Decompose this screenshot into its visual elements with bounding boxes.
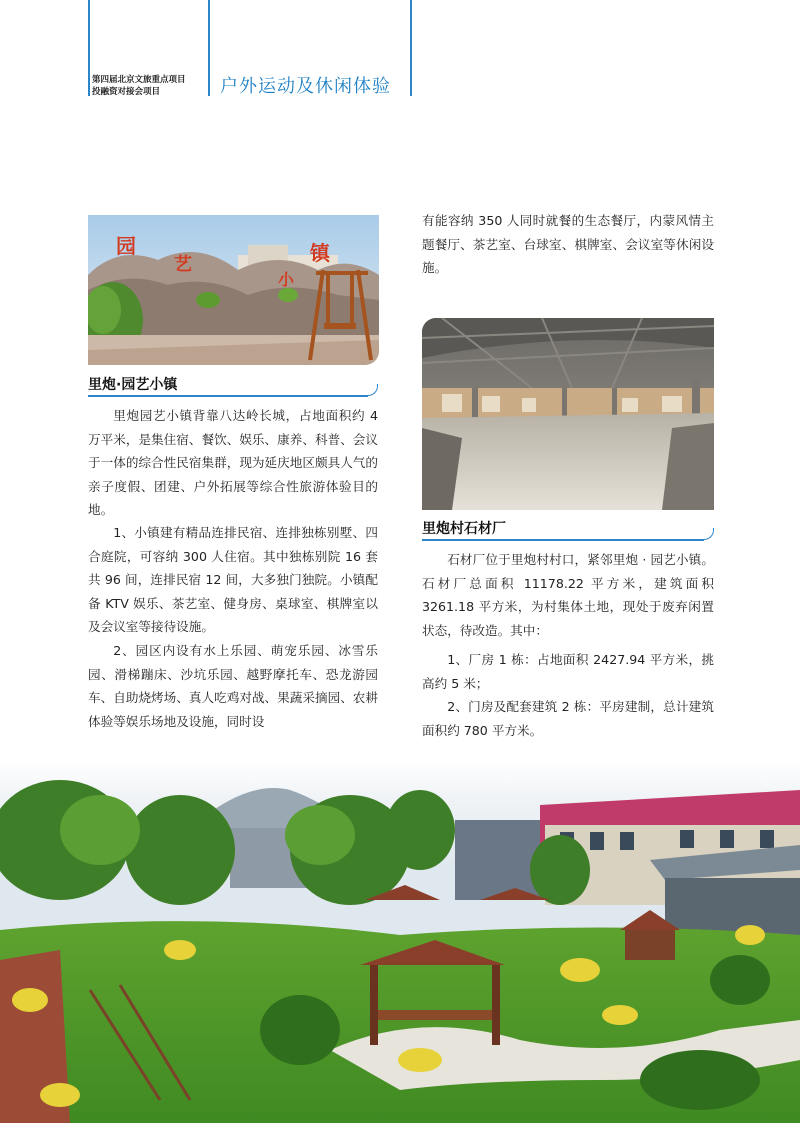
garden-town-paragraph-2: 1、小镇建有精品连排民宿、连排独栋别墅、四合庭院，可容纳 300 人住宿。其中独栋别院 16 套共 96 间，连排民宿 12 间，大多独门独院。小镇配备 KTV 娱乐、茶艺室、健身房、桌球室、棋牌室以及会议室等接待设施。 [88, 525, 378, 634]
stone-factory-paragraph-1: 石材厂位于里炮村村口，紧邻里炮 · 园艺小镇。石材厂总面积 11178.22 平方米，建筑面积 3261.18 平方米，为村集体土地，现处于废弃闲置状态，待改造。其中： [422, 552, 714, 638]
header-divider-right [410, 0, 412, 96]
header-label-line-1: 第四届北京文旅重点项目 [92, 75, 186, 85]
stone-factory-photo [422, 318, 714, 510]
header-divider-middle [208, 0, 210, 96]
sign-char-1: 园 [116, 234, 136, 258]
section-underline-stone-factory [422, 539, 704, 541]
section-title-garden-town: 里炮·园艺小镇 [88, 377, 178, 393]
sign-char-3: 小 [278, 270, 295, 289]
section-underline-curve-1 [364, 384, 378, 396]
garden-town-paragraph-3: 2、园区内设有水上乐园、萌宠乐园、冰雪乐园、滑梯蹦床、沙坑乐园、越野摩托车、恐龙游园车、自助烧烤场、真人吃鸡对战、果蔬采摘园、农耕体验等娱乐场地及设施，同时设 [88, 643, 378, 729]
sign-char-2: 艺 [174, 254, 192, 275]
header-project-label [92, 74, 204, 98]
section-title-stone-factory: 里炮村石材厂 [422, 521, 506, 537]
garden-town-panorama-photo [0, 760, 800, 1123]
garden-town-photo [88, 215, 379, 365]
header-label-line-2: 投融资对接会项目 [92, 87, 161, 97]
garden-town-paragraph-1: 里炮园艺小镇背靠八达岭长城，占地面积约 4 万平米，是集住宿、餐饮、娱乐、康养、科普、会议于一体的综合性民宿集群，现为延庆地区颇具人气的亲子度假、团建、户外拓展等综合性旅游体验目的地。 [88, 408, 378, 517]
section-underline-garden-town [88, 395, 368, 397]
header-divider-left [88, 0, 90, 96]
sign-char-4: 镇 [310, 241, 330, 265]
stone-factory-paragraph-2: 1、厂房 1 栋：占地面积 2427.94 平方米，挑高约 5 米； [422, 652, 714, 691]
section-underline-curve-2 [700, 528, 714, 540]
stone-factory-paragraph-3: 2、门房及配套建筑 2 栋：平房建制，总计建筑面积约 780 平方米。 [422, 699, 714, 738]
header-category-title: 户外运动及休闲体验 [220, 76, 391, 97]
garden-town-paragraph-continuation: 有能容纳 350 人同时就餐的生态餐厅，内蒙风情主题餐厅、茶艺室、台球室、棋牌室、会议室等休闲设施。 [422, 213, 714, 275]
